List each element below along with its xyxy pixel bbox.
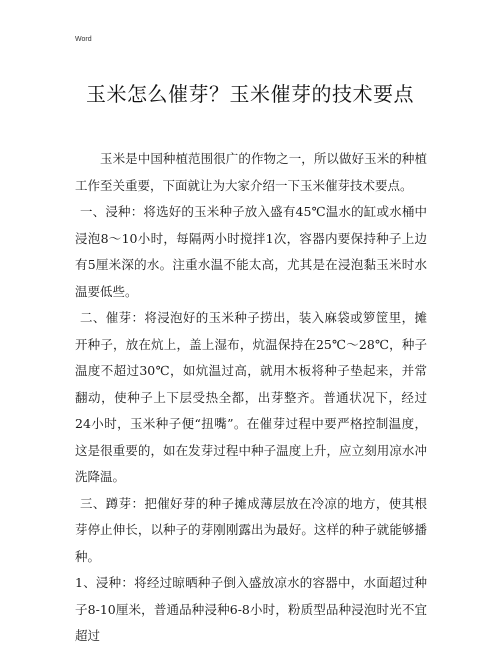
paragraph-step-1: 1、浸种：将经过晾晒种子倒入盛放凉水的容器中，水面超过种子8-10厘米，普通品种浸种6-8小时，粉质型品种浸泡时光不宜超过 [75,575,427,643]
paragraph-intro: 玉米是中国种植范围很广的作物之一，所以做好玉米的种植工作至关重要，下面就让为大家介绍一下玉米催芽技术要点。 [75,151,427,193]
document-body [75,146,427,650]
header-label: Word [75,36,92,43]
document-title: 玉米怎么催芽？玉米催芽的技术要点 [86,82,414,106]
paragraph-germination: 二、催芽：将浸泡好的玉米种子捞出，装入麻袋或箩筐里，摊开种子，放在炕上，盖上湿布，炕温保持在25℃～28℃，种子温度不超过30℃，如炕温过高，就用木板将种子垫起来，并常翻动，使种子上下层受热全都，出芽整齐。普通状况下，经过24小时，玉米种子便“扭嘴”。在催芽过程中要严格控制温度，这是很重要的，如在发芽过程中种子温度上升，应立刻用凉水冲洗降温。 [75,310,427,484]
paragraph-soaking: 一、浸种：将选好的玉米种子放入盛有45℃温水的缸或水桶中浸泡8～10小时，每隔两小时搅拌1次，容器内要保持种子上边有5厘米深的水。注重水温不能太高，尤其是在浸泡黏玉米时水温要低些。 [75,204,427,299]
paragraph-sprout-holding: 三、蹲芽：把催好芽的种子摊成薄层放在冷凉的地方，使其根芽停止伸长，以种子的芽刚刚露出为最好。这样的种子就能够播种。 [75,495,427,564]
